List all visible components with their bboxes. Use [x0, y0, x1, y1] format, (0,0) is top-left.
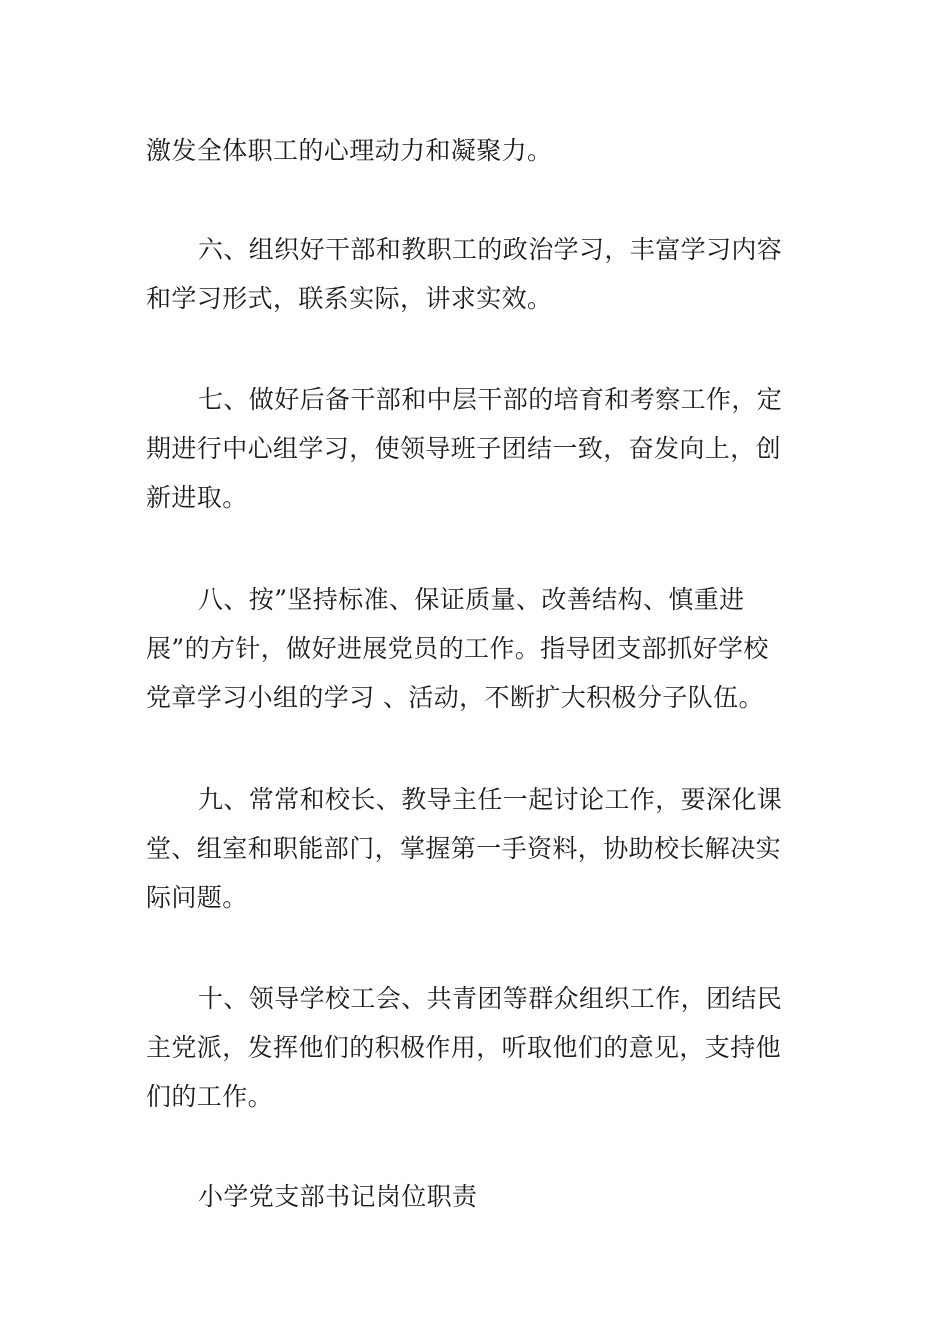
- text-line: 际问题。: [146, 883, 248, 912]
- text-line: 六、组织好干部和教职工的政治学习，丰富学习内容: [198, 235, 783, 264]
- text-line: 和学习形式，联系实际，讲求实效。: [146, 284, 553, 313]
- paragraph-item-8: [146, 575, 808, 722]
- text-line: 堂、组室和职能部门，掌握第一手资料，协助校长解决实: [146, 834, 782, 863]
- text-line: 七、做好后备干部和中层干部的培育和考察工作，定: [198, 385, 783, 414]
- text-line: 新进取。: [146, 483, 248, 512]
- paragraph-item-7: [146, 375, 808, 522]
- paragraph-continuation: [146, 126, 808, 175]
- text-line: 八、按”坚持标准、保证质量、改善结构、慎重进: [198, 585, 745, 614]
- text-line: 期进行中心组学习，使领导班子团结一致，奋发向上，创: [146, 434, 782, 463]
- paragraph-item-6: [146, 225, 808, 323]
- paragraph-item-10: [146, 974, 808, 1121]
- text-line: 十、领导学校工会、共青团等群众组织工作，团结民: [198, 984, 783, 1013]
- heading-line: 小学党支部书记岗位职责: [198, 1182, 478, 1211]
- section-heading: [146, 1172, 808, 1221]
- text-line: 们的工作。: [146, 1082, 274, 1111]
- text-line: 九、常常和校长、教导主任一起讨论工作，要深化课: [198, 785, 783, 814]
- text-line: 激发全体职工的心理动力和凝聚力。: [146, 136, 553, 165]
- text-line: 党章学习小组的学习 、活动，不断扩大积极分子队伍。: [146, 683, 764, 712]
- text-line: 展”的方针，做好进展党员的工作。指导团支部抓好学校: [146, 634, 769, 663]
- paragraph-item-9: [146, 775, 808, 922]
- text-line: 主党派，发挥他们的积极作用，听取他们的意见，支持他: [146, 1033, 782, 1062]
